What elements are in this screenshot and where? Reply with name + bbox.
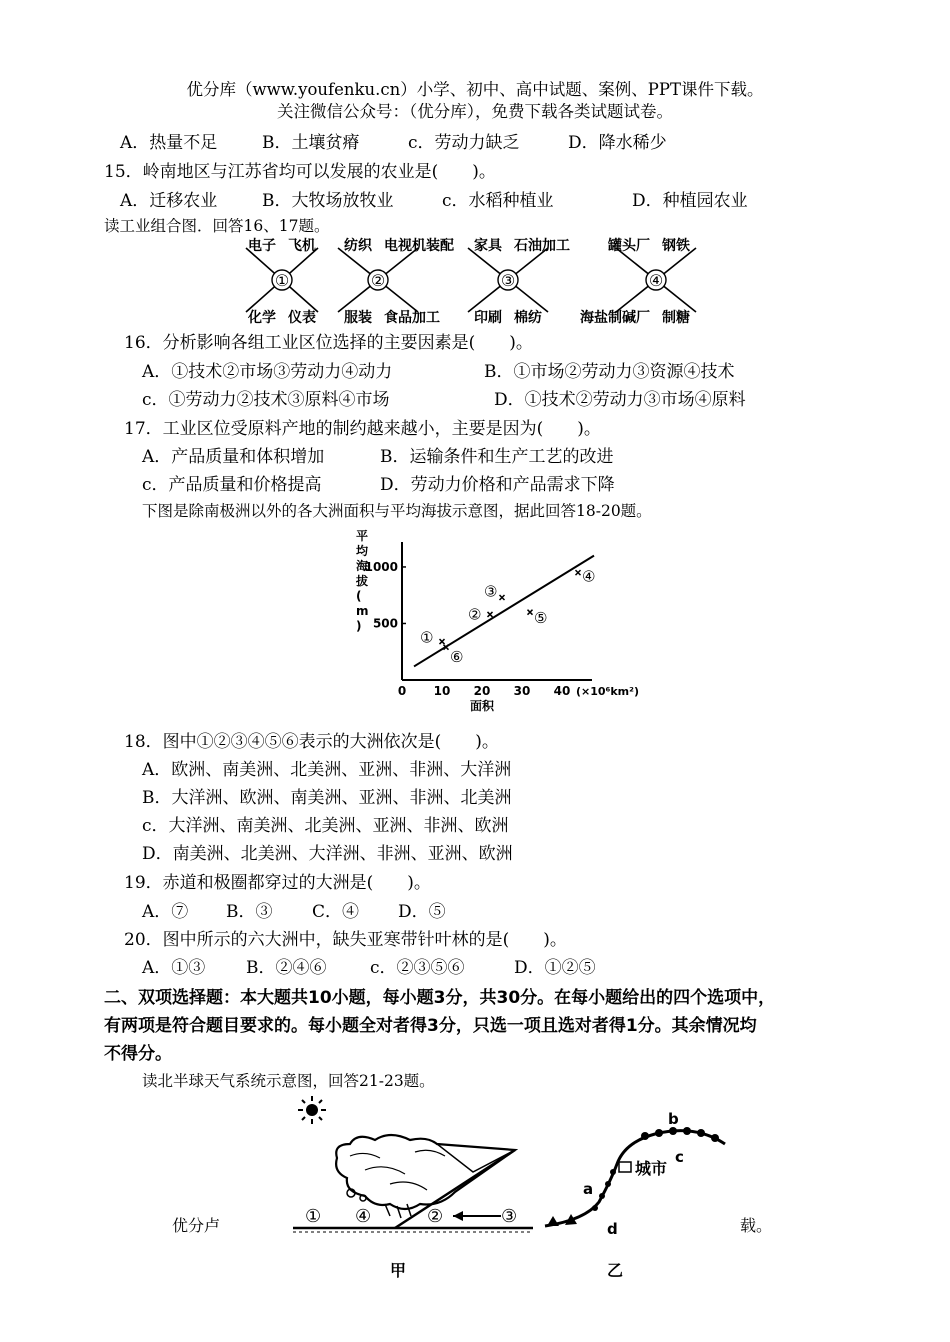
bottom-right-industry: 食品加工 (384, 310, 440, 326)
jia-mark-2: ② (427, 1206, 444, 1227)
q20-option-a[interactable]: A．①③ (142, 958, 206, 978)
weather-system-diagram (215, 1092, 745, 1288)
q15-option-d[interactable]: D．种植园农业 (632, 191, 748, 211)
q19-option-c[interactable]: C．④ (312, 902, 360, 922)
data-point-label-2: ② (468, 605, 482, 624)
q16-option-c[interactable]: c．①劳动力②技术③原料④市场 (142, 390, 390, 410)
data-point-label-6: ⑥ (450, 648, 464, 667)
q17-option-a[interactable]: A．产品质量和体积增加 (142, 447, 325, 467)
data-point-label-3: ③ (484, 582, 498, 601)
bottom-left-industry: 海盐制碱厂 (580, 310, 650, 326)
q19-options (142, 897, 446, 922)
group-number: ① (274, 271, 290, 290)
bottom-right-industry: 棉纺 (514, 310, 542, 326)
data-point-4 (576, 570, 581, 575)
q18-option-c[interactable]: c．大洋洲、南美洲、北美洲、亚洲、非洲、欧洲 (142, 816, 509, 836)
q17-option-d[interactable]: D．劳动力价格和产品需求下降 (380, 475, 615, 495)
q14-option-d[interactable]: D．降水稀少 (568, 133, 667, 153)
q19-option-d[interactable]: D．⑤ (398, 902, 446, 922)
bottom-right-industry: 仪表 (288, 310, 316, 326)
data-point-3 (500, 595, 505, 600)
city-icon (619, 1162, 631, 1172)
q14-option-a[interactable]: A．热量不足 (120, 133, 218, 153)
y-tick-label: 1000 (364, 559, 398, 574)
q18-stem: 18．图中①②③④⑤⑥表示的大洲依次是( )。 (124, 732, 499, 752)
data-point-label-4: ④ (582, 567, 596, 586)
q19-option-a[interactable]: A．⑦ (142, 902, 189, 922)
bottom-right-industry: 制糖 (662, 310, 690, 326)
data-point-5 (528, 610, 533, 615)
footer-left-fragment: 优分卢 (172, 1216, 221, 1235)
data-point-1 (440, 639, 445, 644)
q19-option-b[interactable]: B．③ (226, 902, 273, 922)
top-right-industry: 电视机装配 (384, 238, 454, 254)
q20-option-b[interactable]: B．②④⑥ (246, 958, 327, 978)
weather-intro: 读北半球天气系统示意图，回答21-23题。 (142, 1072, 435, 1090)
q16-option-d[interactable]: D．①技术②劳动力③市场④原料 (494, 390, 746, 410)
trend-line (414, 556, 594, 667)
q14-option-c[interactable]: c．劳动力缺乏 (408, 133, 520, 153)
yi-mark-c: c (675, 1148, 684, 1166)
section2-line-1: 二、双项选择题：本大题共10小题，每小题3分，共30分。在每小题给出的四个选项中， (104, 988, 776, 1008)
top-right-industry: 飞机 (288, 238, 316, 254)
group-number: ② (370, 271, 386, 290)
industry-intro: 读工业组合图．回答16、17题。 (104, 217, 330, 235)
industry-group-4 (580, 237, 696, 326)
q18-option-b[interactable]: B．大洋洲、欧洲、南美洲、亚洲、非洲、北美洲 (142, 788, 512, 808)
header-line-1: 优分库（www.youfenku.cn）小学、初中、高中试题、案例、PPT课件下载。 (186, 80, 764, 99)
q18-option-d[interactable]: D．南美洲、北美洲、大洋洲、非洲、亚洲、欧洲 (142, 844, 513, 864)
industry-group-3 (468, 237, 570, 326)
q15-option-c[interactable]: c．水稻种植业 (442, 191, 554, 211)
q16-option-a[interactable]: A．①技术②市场③劳动力④动力 (142, 362, 393, 382)
data-point-label-1: ① (420, 628, 434, 647)
q16-stem: 16．分析影响各组工业区位选择的主要因素是( )。 (124, 333, 533, 353)
x-axis-unit: (×10⁶km²) (576, 685, 639, 698)
chart-intro: 下图是除南极洲以外的各大洲面积与平均海拔示意图，据此回答18-20题。 (142, 502, 652, 520)
top-left-industry: 纺织 (344, 238, 372, 254)
x-tick-label: 40 (553, 684, 571, 698)
q17-option-c[interactable]: c．产品质量和价格提高 (142, 475, 322, 495)
x-tick-label: 0 (397, 684, 407, 698)
q15-option-b[interactable]: B．大牧场放牧业 (262, 191, 394, 211)
x-tick-label: 30 (513, 684, 531, 698)
top-left-industry: 电子 (248, 238, 276, 254)
q14-option-b[interactable]: B．土壤贫瘠 (262, 133, 360, 153)
y-axis-label: 平均海拔( m ) (356, 529, 369, 633)
q20-option-d[interactable]: D．①②⑤ (514, 958, 596, 978)
sun-icon (298, 1096, 326, 1124)
jia-label: 甲 (390, 1261, 407, 1280)
industry-group-1 (246, 237, 318, 326)
header-line-2: 关注微信公众号：（优分库），免费下载各类试题试卷。 (277, 102, 673, 121)
group-number: ③ (500, 271, 516, 290)
q15-options (120, 186, 748, 211)
q15-stem: 15．岭南地区与江苏省均可以发展的农业是( )。 (104, 162, 496, 182)
group-number: ④ (648, 271, 664, 290)
x-tick-label: 10 (433, 684, 451, 698)
bottom-left-industry: 印刷 (474, 310, 502, 326)
top-left-industry: 罐头厂 (608, 238, 650, 254)
q17-stem: 17．工业区位受原料产地的制约越来越小，主要是因为( )。 (124, 419, 601, 439)
x-axis-label: 面积 (470, 699, 495, 713)
industry-combination-diagram (240, 234, 720, 326)
yi-mark-d: d (607, 1220, 618, 1238)
q20-options (142, 953, 596, 978)
bottom-left-industry: 化学 (248, 310, 276, 326)
yi-mark-a: a (583, 1180, 594, 1198)
continent-area-elevation-chart (348, 529, 639, 713)
q18-option-a[interactable]: A．欧洲、南美洲、北美洲、亚洲、非洲、大洋洲 (142, 760, 512, 780)
y-tick-label: 500 (372, 616, 398, 631)
city-label: 城市 (635, 1159, 668, 1178)
top-right-industry: 石油加工 (514, 238, 570, 254)
q20-stem: 20．图中所示的六大洲中，缺失亚寒带针叶林的是( )。 (124, 930, 567, 950)
top-left-industry: 家具 (474, 238, 502, 254)
yi-mark-b: b (668, 1110, 679, 1128)
yi-label: 乙 (607, 1261, 624, 1280)
industry-group-2 (338, 237, 454, 326)
jia-mark-3: ③ (501, 1206, 518, 1227)
q16-option-b[interactable]: B．①市场②劳动力③资源④技术 (484, 362, 735, 382)
jia-mark-1: ① (305, 1206, 322, 1227)
bottom-left-industry: 服装 (344, 310, 372, 326)
q20-option-c[interactable]: c．②③⑤⑥ (370, 958, 465, 978)
top-right-industry: 钢铁 (662, 238, 690, 254)
x-tick-label: 20 (473, 684, 491, 698)
section2-line-3: 不得分。 (104, 1044, 172, 1064)
q15-option-a[interactable]: A．迁移农业 (120, 191, 218, 211)
data-point-label-5: ⑤ (534, 609, 548, 628)
footer-right-fragment: 载。 (740, 1216, 773, 1235)
q17-option-b[interactable]: B．运输条件和生产工艺的改进 (380, 447, 614, 467)
q14-options (120, 128, 667, 153)
q19-stem: 19．赤道和极圈都穿过的大洲是( )。 (124, 873, 431, 893)
section2-line-2: 有两项是符合题目要求的。每小题全对者得3分，只选一项且选对者得1分。其余情况均 (104, 1016, 757, 1036)
jia-mark-4: ④ (355, 1206, 372, 1227)
data-point-2 (488, 612, 493, 617)
cold-front-triangles (547, 1214, 577, 1226)
